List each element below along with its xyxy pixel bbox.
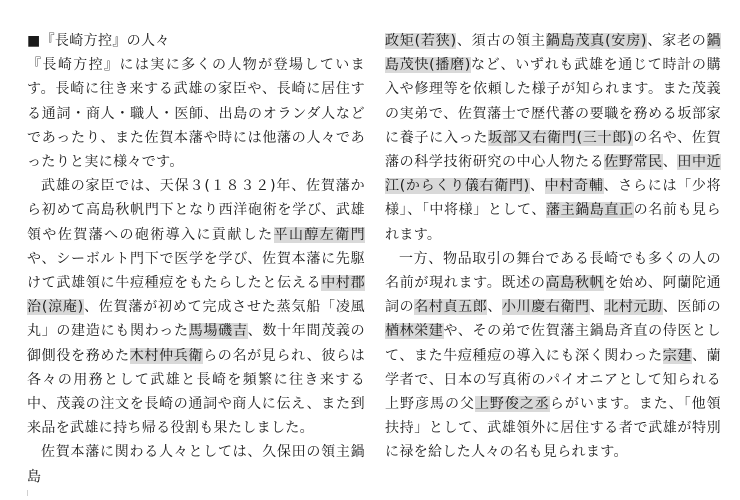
highlighted-person-name: 小川慶右衛門 [501,299,590,316]
body-text-run: など、いずれも武雄を通じて時計の購入や修理等を依頼した様子が知られます。また茂義の実弟で、佐賀藩士で歴代蕃の要職を務める坂部家に養子に入った [385,57,721,146]
body-text-run: の名や、佐賀藩の科学技術研究の中心人物たる [385,129,721,171]
body-text-run: や、シーボルト門下で医学を学び、佐賀本藩に先駆けて武雄領に牛痘種痘をもたらしたと伝える [27,250,365,292]
saga-domain-paragraph-continued [385,29,721,247]
nagasaki-people-paragraph [385,247,721,465]
highlighted-person-name: 鍋島茂真(安房) [545,33,647,49]
highlighted-person-name: 中村奇輔 [544,178,604,195]
highlighted-person-name: 鍋島茂快(播磨) [385,33,721,74]
highlighted-person-name: 北村元助 [604,299,663,316]
body-text-run: 、 [529,178,545,195]
body-text-run: や、その弟で佐賀藩主鍋島斉直の侍医として、また牛痘種痘の導入にも深く関わった [385,323,721,364]
body-text-run: 佐賀本藩に関わる人々としては、久保田の領主鍋島 [27,444,365,485]
intro-paragraph: 『長崎方控』には実に多くの人物が登場しています。長崎に往き来する武雄の家臣や、長崎に居住する通詞・商人・職人・医師、出島のオランダ人などであったり、また佐賀本藩や時には他藩の人々であったりと実に様々です。 [27,57,365,171]
body-text-run: を始め、阿蘭陀通詞の [385,275,722,316]
highlighted-person-name: 佐野常民 [604,154,663,171]
highlighted-person-name: 田中近江(からくり儀右衛門) [385,154,721,195]
body-text-run: 、蘭学者で、日本の写真術のパイオニアとして知られる上野彦馬の父 [385,347,722,413]
body-text-run: 武雄の家臣では、天保３(１８３２)年、佐賀藩から初めて高島秋帆門下となり西洋砲術を学び、武雄領や佐賀藩への砲術導入に貢献した [27,178,365,243]
body-text-run: 、 [662,154,678,171]
section-heading: ■『長崎方控』の人々 [27,33,170,49]
highlighted-person-name: 中村郡治(涼庵) [27,275,365,316]
highlighted-person-name: 馬場磯吉 [188,323,248,340]
body-text-run: らがいます。また、「他領扶持」として、武雄領外に居住する者で武雄が特別に禄を給した人々の名も見られます。 [385,396,721,461]
saga-domain-paragraph-start [27,440,365,488]
body-text-run: 、 [589,299,605,316]
right-column [385,29,721,465]
body-text-run: 、須古の領主 [456,33,546,49]
page-corner-mark [27,490,28,496]
vassals-paragraph [27,174,365,440]
body-text-run: の名前も見られます。 [385,202,721,243]
body-text-run: 、医師の [662,299,722,316]
body-text-run: 、数十年間茂義の御側役を務めた [27,323,365,364]
highlighted-person-name: 楢林栄建 [385,323,444,340]
left-column [27,29,365,489]
body-text-run: 、家老の [646,33,707,49]
highlighted-person-name: 藩主鍋島直正 [545,202,634,219]
body-text-run: 、佐賀藩が初めて完成させた蒸気船「凌風丸」の建造にも関わった [27,299,365,340]
body-text-run: らの名が見られ、彼らは各々の用務として武雄と長崎を頻繁に往き来する中、茂義の注文を長崎の通詞や商人に伝え、また到来品を武雄に持ち帰る役割も果たしました。 [27,347,366,437]
highlighted-person-name: 上野俊之丞 [474,396,550,413]
highlighted-person-name: 宗建 [662,347,693,364]
highlighted-person-name: 高島秋帆 [545,275,605,292]
highlighted-person-name: 坂部又右衛門(三十郎) [488,129,633,146]
highlighted-person-name: 木村仲兵衛 [129,347,204,364]
highlighted-person-name: 政矩(若狭) [385,33,457,49]
body-text-run: 、さらには「少将様」、「中将様」として、 [385,178,721,219]
highlighted-person-name: 名村貞五郎 [414,299,488,316]
highlighted-person-name: 平山醇左衛門 [273,226,365,243]
body-text-run: 、 [487,299,502,316]
body-text-run: 一方、物品取引の舞台である長崎でも多くの人の名前が現れます。既述の [385,250,721,292]
